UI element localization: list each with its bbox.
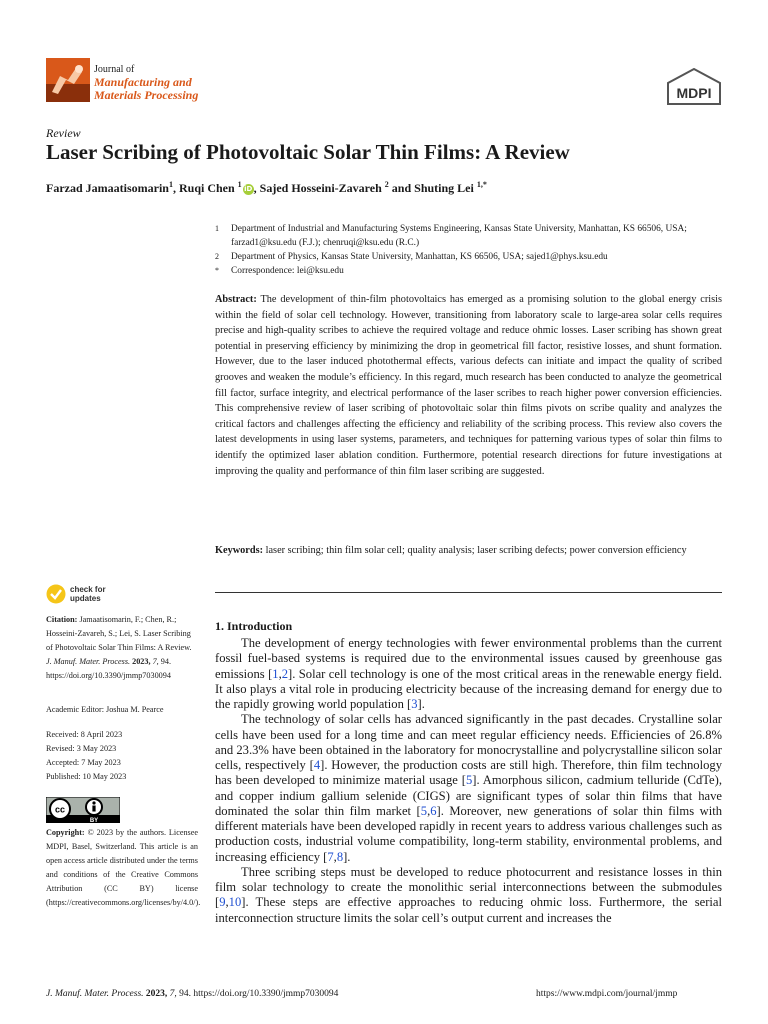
publisher-name: MDPI [676, 85, 712, 101]
section-heading: 1. Introduction [215, 619, 293, 633]
affiliations [215, 222, 725, 278]
author-affil: 1,* [476, 180, 487, 189]
journal-name-line2: Materials Processing [94, 88, 199, 102]
citation-journal: J. Manuf. Mater. Process. [46, 657, 131, 666]
citation-link[interactable]: 7 [327, 849, 334, 864]
keywords [215, 543, 722, 559]
abstract [215, 292, 722, 479]
check-updates-icon [46, 584, 66, 604]
author-name: Shuting Lei [414, 181, 474, 195]
citation-label: Citation: [46, 615, 78, 624]
abstract-label: Abstract: [215, 294, 257, 305]
citation-link[interactable]: 8 [336, 849, 344, 864]
check-for-updates-button[interactable] [46, 584, 106, 604]
citation-text: Jamaatisomarin, F.; Chen, R.; Hosseini-Zavareh, S.; Lei, S. Laser Scribing of Photovoltaic Solar Thin Films: A Review. [46, 615, 192, 652]
academic-editor: Academic Editor: Joshua M. Pearce [46, 705, 164, 714]
citation-link[interactable]: 6 [430, 803, 437, 818]
abstract-text: The development of thin-film photovoltaics has emerged as a promising solution to the global energy crisis within the field of solar cell technology. However, transitioning from laboratory scale to large-area solar cells requires precise and high-quality scribes to achieve the required voltage and reduce ohmic losses. Laser scribing has shown great potential in preserving efficiency by minimizing the drop in geometrical fill factor, resistive losses, and shunt formation. However, due to the laser induced photothermal effects, various defects can initiate and impact the quality of scribed grooves and weaken the module’s efficiency. In this regard, much research has been conducted to analyze the geometrical fill factor, surface integrity, and electrical performance of the laser scribes to reach higher power conversion efficiencies. This comprehensive review of laser scribing of photovoltaic solar thin films pivots on scribe quality and analyzes the critical factors and challenges affecting the efficiency and reliability of the scribing process. This review also covers the latest developments in using laser systems, parameters, and techniques for patterning various types of solar thin films to identify the optimized laser ablation condition. Furthermore, potential research directions for future investigations at improving the quality and performance of thin film laser scribing are suggested. [215, 294, 722, 477]
copyright-notice [46, 826, 201, 910]
keywords-text: laser scribing; thin film solar cell; quality analysis; laser scribing defects; power conversion efficiency [265, 545, 687, 556]
journal-logo-icon [46, 58, 90, 102]
citation-volume: 7, [152, 657, 159, 666]
mdpi-logo-icon [666, 68, 722, 106]
author-affil: 2 [384, 180, 389, 189]
divider [215, 592, 722, 593]
revised-date: Revised: 3 May 2023 [46, 744, 117, 753]
citation-link[interactable]: 5 [420, 803, 428, 818]
affiliation-item: * Correspondence: lei@ksu.edu [215, 266, 344, 276]
body-text [215, 636, 722, 926]
author-name: Sajed Hosseini-Zavareh [259, 181, 382, 195]
copyright-label: Copyright: [46, 828, 85, 837]
footer-doi[interactable]: 94. https://doi.org/10.3390/jmmp7030094 [179, 989, 339, 999]
cc-by-label: BY [89, 818, 99, 823]
received-date: Received: 8 April 2023 [46, 730, 123, 739]
citation-link[interactable]: 10 [228, 895, 242, 910]
author-affil: 1 [168, 180, 173, 189]
affiliation-item: 1 Department of Industrial and Manufacturing Systems Engineering, Kansas State University, Manhattan, KS 66506, USA; farzad1@ksu.edu (F.J.); chenruqi@ksu.edu (R.C.) [215, 224, 687, 248]
citation-link[interactable]: 2 [281, 666, 289, 681]
journal-name-prefix: Journal of [94, 64, 135, 75]
journal-name [94, 63, 198, 102]
keywords-label: Keywords: [215, 545, 264, 556]
publication-dates [46, 728, 198, 784]
published-date: Published: 10 May 2023 [46, 772, 127, 781]
cc-label: cc [54, 804, 66, 815]
citation-link[interactable]: 9 [219, 895, 226, 910]
updates-label: updates [70, 594, 101, 603]
orcid-icon[interactable]: iD [244, 185, 253, 193]
journal-name-line1: Manufacturing and [94, 75, 192, 89]
accepted-date: Accepted: 7 May 2023 [46, 758, 121, 767]
footer-volume: 7, [169, 989, 177, 999]
affiliation-item: 2 Department of Physics, Kansas State University, Manhattan, KS 66506, USA; sajed1@phys.ksu.edu [215, 252, 608, 262]
footer-citation [46, 989, 338, 999]
check-label: check for [70, 585, 106, 594]
footer-journal-url[interactable]: https://www.mdpi.com/journal/jmmp [536, 989, 678, 999]
article-title: Laser Scribing of Photovoltaic Solar Thin Films: A Review [46, 140, 570, 164]
footer-year: 2023, [145, 989, 168, 999]
copyright-text: © 2023 by the authors. Licensee MDPI, Basel, Switzerland. This article is an open access article distributed under the terms and conditions of the Creative Commons Attribution (CC BY) license (https://creativecommons.org/licenses/by/4.0/). [46, 828, 201, 907]
paragraph: The technology of solar cells has advanced significantly in the past decades. Crystalline solar cells have been used for a long time and can meet regular efficiency needs. Efficiencies of 26.8% and 23.3% have been obtained in the laboratory for monocrystalline and polycrystalline silicon solar cells, respectively [4]. However, the production costs are still high. Therefore, thin film technology has been developed to minimize material usage [5]. Amorphous silicon, cadmium telluride (CdTe), and copper indium gallium selenide (CIGS) are significant types of solar thin films that have dominated the solar thin film market [5,6]. Moreover, new generations of solar thin films with different materials have been developed rapidly in recent years to address various challenges such as production costs, industrial volume compatibility, long-term stability, environmental problems, and increasing efficiency [7,8]. [215, 712, 723, 864]
author-list: Farzad Jamaatisomarin$^1$, Ruqi Chen $^1$ iD, Sajed Hosseini-Zavareh $^2$ and Shuting Lei $^{1,*}$ [46, 180, 487, 195]
citation-year: 2023, [132, 657, 151, 666]
citation-link[interactable]: 3 [411, 697, 418, 711]
citation-link[interactable]: 1 [272, 666, 279, 681]
citation-doi[interactable]: 94. https://doi.org/10.3390/jmmp7030094 [46, 657, 171, 680]
cc-by-license-icon[interactable] [46, 797, 120, 823]
citation-link[interactable]: 4 [313, 758, 321, 772]
author-affil: 1 [237, 180, 242, 189]
article-type: Review [46, 126, 81, 140]
citation [46, 613, 198, 683]
author-name: Ruqi Chen [178, 181, 235, 195]
paragraph: Three scribing steps must be developed to reduce photocurrent and resistance losses in thin film solar technology to create the monolithic serial interconnections between the submodules [9,10]. These steps are effective approaches to reducing ohmic loss. Furthermore, the serial interconnection structure limits the solar cell’s output current and increases the [215, 864, 722, 925]
author-name: Farzad Jamaatisomarin [46, 181, 169, 195]
citation-link[interactable]: 5 [465, 773, 473, 788]
paragraph: The development of energy technologies with fewer environmental problems than the current fossil fuel-based systems is required due to the environmental issues caused by greenhouse gas emissions [1,2]. Solar cell technology is one of the most critical areas in the renewable energy field. It also plays a vital role in producing electricity because of the increasing demand for energy due to the rapidly growing world population [3]. [215, 636, 722, 711]
footer-journal: J. Manuf. Mater. Process. [46, 989, 144, 999]
